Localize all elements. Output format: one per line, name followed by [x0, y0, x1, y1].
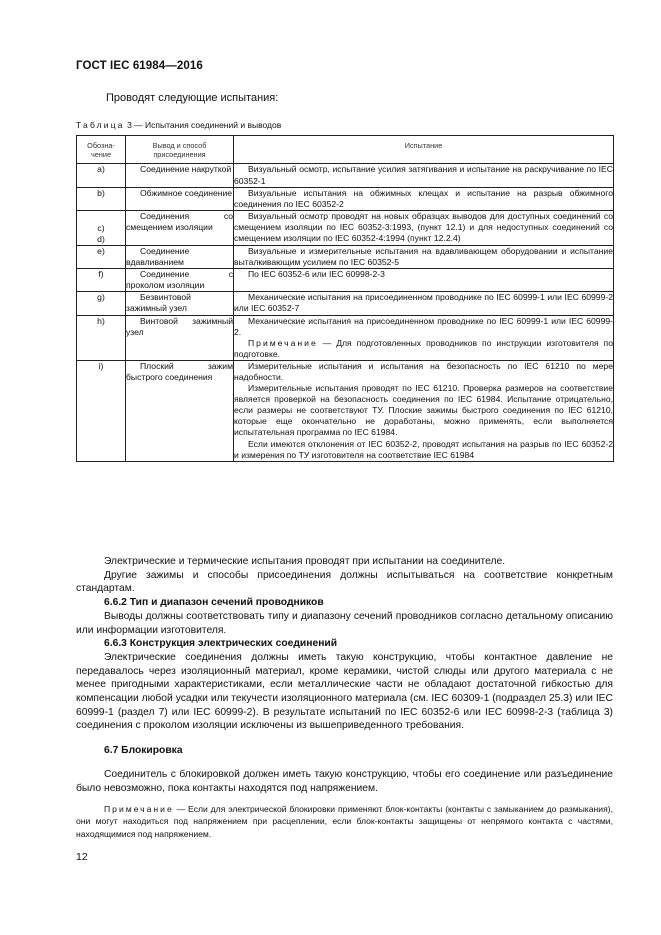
- paragraph: Электрические соединения должны иметь такую конструкцию, чтобы контактное давление не передавалось через изоляционный материал, кроме керамики, чистой слюды или другого материала с не менее пригодными характеристиками, если металлические части не обладают достаточной гибкостью для компенсации любой усадки или текучести изоляционного материала (см. IEC 60309-1 (подраздел 25.3) или IEC 60999-1 (раздел 7) или IEC 60999-2). В результате испытаний по IEC 60352-6 или IEC 60998-2-3 (таблица 3) соединения с проколом изоляции исключены из вышеприведенного требования.: [76, 651, 613, 732]
- note: Примечание — Если для электрической блокировки применяют блок-контакты (контакты с замыканием до размыкания), они могут находиться под напряжением при расцеплении, если блок-контакты защищены от непрямого контакта с частями, находящимися под напряжением.: [76, 804, 613, 839]
- row-test: Визуальные и измерительные испытания на вдавливающем оборудовании и испытание выталкивающим усилием по IEC 60352-5: [234, 245, 613, 268]
- row-mark: a): [77, 164, 126, 187]
- row-mark: h): [77, 315, 126, 360]
- table-row: [77, 269, 614, 292]
- row-mark: g): [77, 292, 126, 315]
- paragraph: Другие зажимы и способы присоединения должны испытываться на соответствие конкретным стандартам.: [76, 569, 613, 595]
- row-mark: i): [77, 360, 126, 461]
- document-header: ГОСТ IEC 61984—2016: [76, 60, 203, 72]
- row-test: По IEC 60352-6 или IEC 60998-2-3: [234, 269, 614, 292]
- tests-table: [76, 135, 614, 462]
- page-number: 12: [76, 851, 88, 863]
- table-caption: [76, 120, 281, 130]
- header-designation: Обозна- чение: [77, 136, 126, 164]
- section-heading-6-7: 6.7 Блокировка: [104, 745, 183, 757]
- intro-text: Проводят следующие испытания:: [106, 92, 279, 104]
- row-type: Винтовой зажимный узел: [126, 315, 234, 360]
- table-header-row: [77, 136, 614, 164]
- row-note: Примечание — Для подготовленных проводников по инструкции изготовителя по подготовке.: [234, 337, 613, 359]
- row-test: Визуальный осмотр проводят на новых образцах выводов для доступных соединений со смещением изоляции по IEC 60352-3:1993, (пункт 12.1) и для недоступных соединений со смещением изоляции по IEC 60352-4:1994 (пункт 12.2.4): [234, 210, 614, 245]
- table-row: [77, 187, 614, 210]
- table-row: [77, 210, 614, 245]
- row-type: Соединение с проколом изоляции: [126, 269, 233, 291]
- body-text: [76, 555, 613, 840]
- row-type: Соединение вдавливанием: [126, 245, 234, 268]
- row-test: Механические испытания на присоединенном проводнике по IEC 60999-1 или IEC 60999-2. Примечание — Для подготовленных проводников по инструкции изготовителя по подготовке.: [234, 315, 613, 359]
- section-heading-6-6-3: 6.6.3 Конструкция электрических соединений: [104, 638, 338, 650]
- table-caption-word: Таблица: [76, 120, 125, 130]
- table-row: [77, 245, 614, 268]
- row-mark: c) d): [77, 210, 126, 245]
- row-type: Обжимное соединение: [126, 187, 234, 210]
- paragraph: Выводы должны соответствовать типу и диапазону сечений проводников согласно детальному описанию или информации изготовителя.: [76, 610, 613, 636]
- row-mark: e): [77, 245, 126, 268]
- row-mark: b): [77, 187, 126, 210]
- row-type: Соединения со смещением изоляции: [126, 210, 234, 245]
- row-test: Визуальный осмотр, испытание усилия затягивания и испытание на раскручивание по IEC 60352-1: [234, 164, 613, 186]
- row-mark: f): [77, 269, 126, 292]
- table-row: [77, 315, 614, 360]
- row-test: Визуальные испытания на обжимных клещах и испытание на разрыв обжимного соединения по IEC 60352-2: [234, 187, 613, 209]
- row-type: Плоский зажим быстрого соединения: [126, 360, 234, 461]
- row-test: Измерительные испытания и испытания на безопасность по IEC 61210 по мере надобности. Измерительные испытания проводят по IEC 61210. Проверка размеров на соответствие является проверкой на безопасность соединения по IEC 61984. Испытание отрицательно, если размеры не соответствуют ТУ. Плоские зажимы быстрого соединения по IEC 61210, которые еще окончательно не доработаны, можно применять, если выполняется испытательная программа по IEC 61984. Если имеются отклонения от IEC 60352-2, проводят испытания на разрыв по IEC 60352-2 и измерения по ТУ изготовителя на соответствие IEC 61984: [234, 360, 613, 460]
- paragraph: Соединитель с блокировкой должен иметь такую конструкцию, чтобы его соединение или разъединение было невозможно, пока контакты находятся под напряжением.: [76, 768, 613, 794]
- header-terminal: Вывод и способ присоединения: [126, 136, 234, 164]
- table-caption-text: 3 — Испытания соединений и выводов: [124, 120, 282, 130]
- paragraph: Электрические и термические испытания проводят при испытании на соединителе.: [104, 556, 506, 567]
- row-type: Безвинтовой зажимный узел: [126, 292, 234, 315]
- row-type: Соединение накруткой: [126, 164, 234, 187]
- header-test: Испытание: [234, 136, 614, 164]
- table-row: [77, 360, 614, 461]
- row-test: Механические испытания на присоединенном проводнике по IEC 60999-1 или IEC 60999-2 или IEC 60352-7: [234, 292, 613, 314]
- table-row: [77, 164, 614, 187]
- section-heading-6-6-2: 6.6.2 Тип и диапазон сечений проводников: [104, 597, 324, 609]
- table-row: [77, 292, 614, 315]
